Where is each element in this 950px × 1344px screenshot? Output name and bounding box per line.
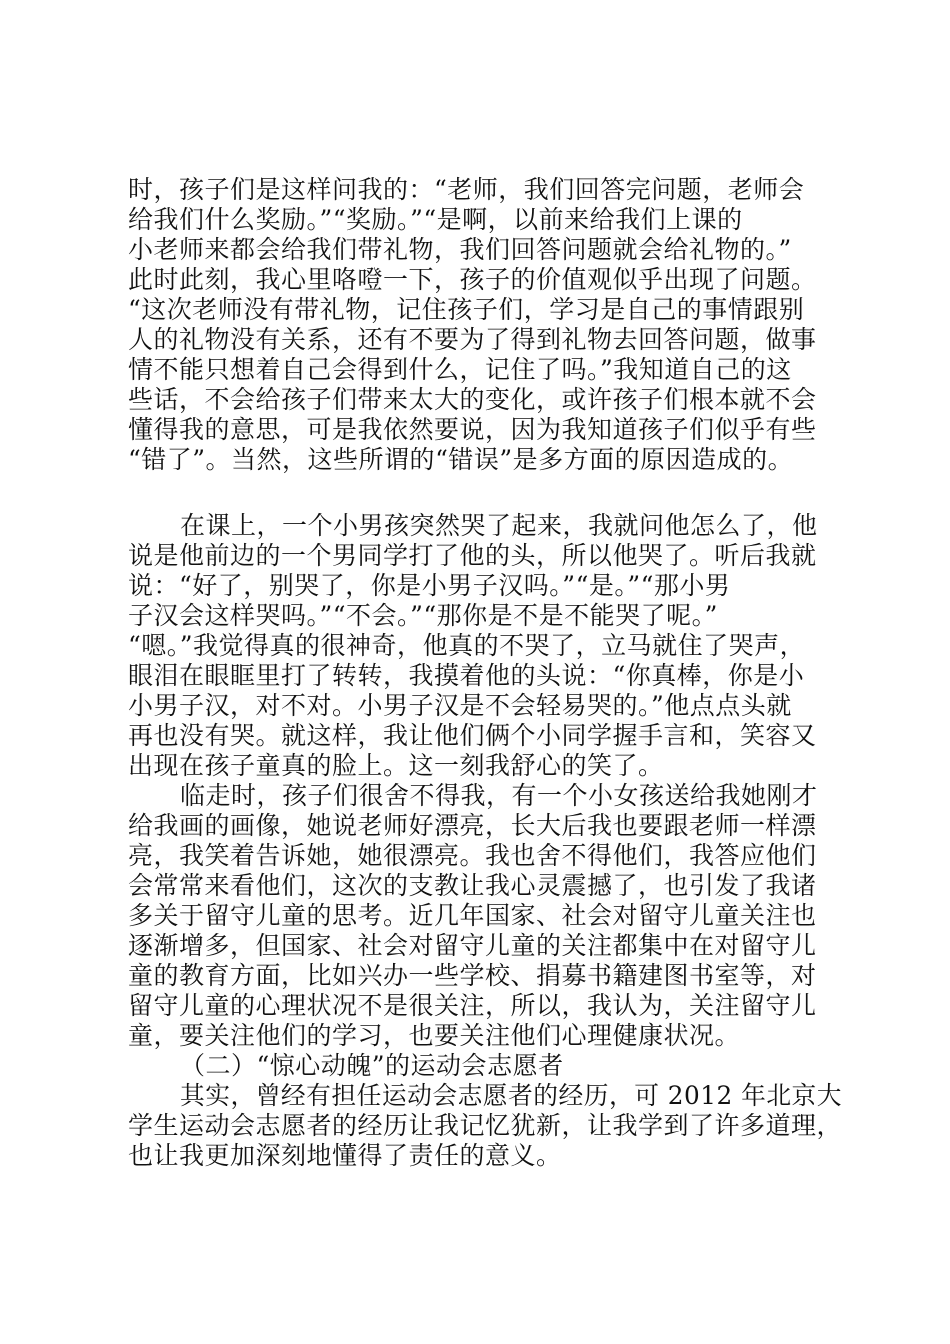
text-line: 在课上，一个小男孩突然哭了起来，我就问他怎么了，他 — [180, 511, 818, 540]
text-line: 些话，不会给孩子们带来太大的变化，或许孩子们根本就不会 — [128, 385, 817, 414]
text-line: 说是他前边的一个男同学打了他的头，所以他哭了。听后我就 — [128, 541, 817, 570]
text-line: 子汉会这样哭吗。”“不会。”“那你是不是不能哭了呢。” — [128, 601, 718, 630]
text-line: 童的教育方面，比如兴办一些学校、捐募书籍建图书室等，对 — [128, 961, 817, 990]
text-line: 逐渐增多，但国家、社会对留守儿童的关注都集中在对留守儿 — [128, 931, 817, 960]
text-line: 情不能只想着自己会得到什么，记住了吗。”我知道自己的这 — [128, 355, 792, 384]
section-heading: （二）“惊心动魄”的运动会志愿者 — [180, 1051, 564, 1080]
text-line: 再也没有哭。就这样，我让他们俩个小同学握手言和，笑容又 — [128, 721, 817, 750]
text-line: 懂得我的意思，可是我依然要说，因为我知道孩子们似乎有些 — [128, 415, 817, 444]
text-line: 给我画的画像，她说老师好漂亮，长大后我也要跟老师一样漂 — [128, 811, 817, 840]
text-line: 给我们什么奖励。”“奖励。”“是啊，以前来给我们上课的 — [128, 205, 743, 234]
text-line: “这次老师没有带礼物，记住孩子们，学习是自己的事情跟别 — [128, 295, 805, 324]
text-line: 学生运动会志愿者的经历让我记忆犹新，让我学到了许多道理， — [128, 1111, 843, 1140]
text-line: 会常常来看他们，这次的支教让我心灵震撼了，也引发了我诸 — [128, 871, 817, 900]
text-line: 其实，曾经有担任运动会志愿者的经历，可 2012 年北京大 — [180, 1081, 843, 1110]
text-line: 时，孩子们是这样问我的：“老师，我们回答完问题，老师会 — [128, 175, 805, 204]
text-line: 童，要关注他们的学习，也要关注他们心理健康状况。 — [128, 1021, 741, 1050]
text-line: 说：“好了，别哭了，你是小男子汉吗。”“是。”“那小男 — [128, 571, 731, 600]
text-line: 眼泪在眼眶里打了转转，我摸着他的头说：“你真棒，你是小 — [128, 661, 805, 690]
text-line: 出现在孩子童真的脸上。这一刻我舒心的笑了。 — [128, 751, 664, 780]
text-line: 多关于留守儿童的思考。近几年国家、社会对留守儿童关注也 — [128, 901, 817, 930]
text-line: “错了”。当然，这些所谓的“错误”是多方面的原因造成的。 — [128, 445, 794, 474]
text-line: 人的礼物没有关系，还有不要为了得到礼物去回答问题，做事 — [128, 325, 817, 354]
text-line: 临走时，孩子们很舍不得我，有一个小女孩送给我她刚才 — [180, 781, 818, 810]
text-line: “嗯。”我觉得真的很神奇，他真的不哭了，立马就住了哭声， — [128, 631, 806, 660]
text-line: 亮，我笑着告诉她，她很漂亮。我也舍不得他们，我答应他们 — [128, 841, 817, 870]
text-line: 小男子汉，对不对。小男子汉是不会轻易哭的。”他点点头就 — [128, 691, 792, 720]
text-line: 留守儿童的心理状况不是很关注，所以，我认为，关注留守儿 — [128, 991, 817, 1020]
text-line: 小老师来都会给我们带礼物，我们回答问题就会给礼物的。” — [128, 235, 792, 264]
text-line: 此时此刻，我心里咯噔一下，孩子的价值观似乎出现了问题。 — [128, 265, 817, 294]
text-line: 也让我更加深刻地懂得了责任的意义。 — [128, 1141, 562, 1170]
